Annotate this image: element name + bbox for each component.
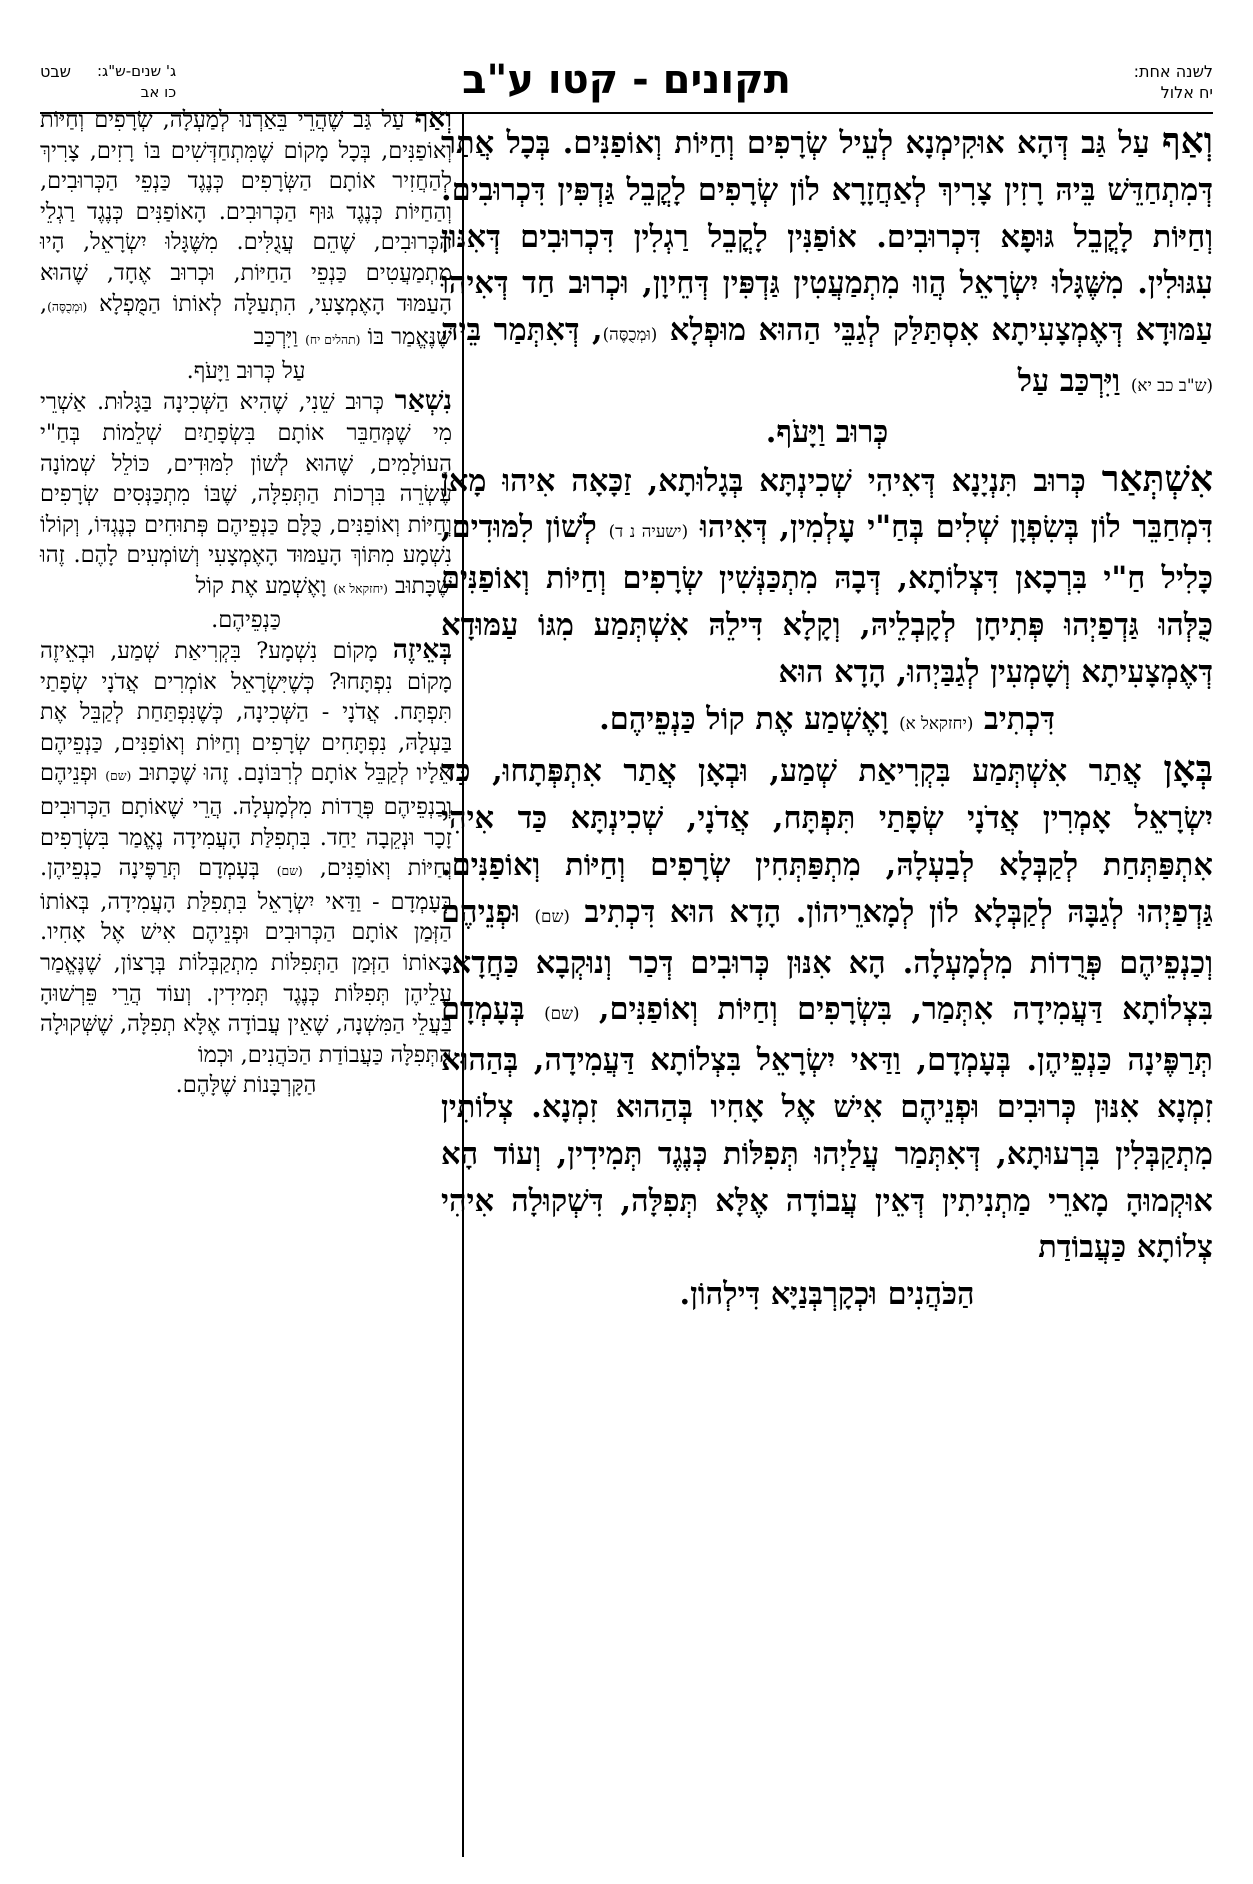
opening-word: נִשְׁאַר [394, 385, 452, 417]
paragraph-text: , שֶׁנֶּאֱמַר בּוֹ [40, 290, 452, 351]
parenthetical-word: (וּמְכֻסֶּה) [47, 299, 88, 314]
paragraph-text: וָאֶשְׁמַע אֶת קוֹל [195, 572, 334, 599]
aramaic-text-column [441, 118, 1213, 1318]
main-paragraph-1-last-line: כְּרוּב וַיָּעֹף. [765, 413, 889, 450]
verse-reference: (שם) [105, 769, 132, 784]
paragraph-text: וּפְנֵיהֶם וְכַנְפֵיהֶם פְּרֻדוֹת מִלְמָעְלָה. הָא אִנּוּן כְּרוּבִים דְּכַר וְנוּקְבָא כַּחֲדָא. בִּצְלוֹתָא דַּעֲמִידָה אִתְּמַר, בִּשְׂרָפִים וְחַיּוֹת וְאוֹפַנִּים, [441, 893, 1213, 1028]
side-paragraph-3 [40, 635, 452, 1070]
verse-reference: (ישעיה נ ד) [608, 521, 689, 542]
main-paragraph-1 [441, 118, 1213, 409]
opening-word: וְאַף [414, 103, 452, 134]
opening-word: בְּאֵיזֶה [392, 634, 452, 666]
main-paragraph-2 [441, 456, 1213, 696]
paragraph-text: אֲתַר אִשְׁתְּמַע בִּקְרִיאַת שְׁמַע, וּבְאָן אֲתַר אִתְפְּתָחוּ, כַּד יִשְׂרָאֵל אָמְרִין אֲדֹנָי שְׂפָתַי תִּפְתָּח, אֲדֹנָי, שְׁכִינְתָּא כַּד אִיהִי אִתְפַּתְּחַת לְקַבְּלָא לְבַעְלָהּ, מִתְפַּתְּחִין שְׂרָפִים וְחַיּוֹת וְאוֹפַנִּים. גַּדְפַיְהוּ לְגַבָּהּ לְקַבְּלָא לוֹן לְמָארֵיהוֹן. הָדָא הוּא דִּכְתִיב [441, 753, 1213, 930]
page-title: תקונים - קטו ע"ב [462, 57, 791, 103]
paragraph-text: עַל גַּב דְּהָא אוּקִימְנָא לְעֵיל שְׂרָפִים וְחַיּוֹת וְאוֹפַנִּים. בְּכָל אֲתַר דְּמִתְחַדֵּשׁ בֵּיהּ רָזִין צָרִיךְ לְאַחֲזָרָא לוֹן שְׂרָפִים לָקֳבֵל גַּדְפִּין דִּכְרוּבִים. וְחַיּוֹת לָקֳבֵל גּוּפָא דִּכְרוּבִים. אוֹפַנִּין לָקֳבֵל רַגְלִין דִּכְרוּבִים דְּאִנּוּן עִגּוּלִין. מִשֶּׁגָּלוּ יִשְׂרָאֵל הֲווּ מִתְמַעֲטִין גַּדְפִּין דְּחֵיוָן, וּכְרוּב חַד דְּאִיהוּ עַמּוּדָא דְּאֶמְצָעִיתָא אִסְתַּלַּק לְגַבֵּי הַהוּא מוּפְלָא [441, 125, 1213, 349]
paragraph-text: וַיִּרְכַּב [253, 324, 306, 351]
verse-reference: (תהלים יח) [305, 333, 361, 348]
verse-reference: (שם) [544, 1003, 580, 1024]
schedule-date-one-year: יח אלול [1160, 83, 1213, 102]
page-header [40, 55, 1213, 111]
verse-reference: (יחזקאל א) [899, 712, 974, 733]
paragraph-text: , דְּאִתְּמַר בֵּיהּ [441, 312, 603, 349]
side-paragraph-3-last-line: הַקָּרְבָּנוֹת שֶׁלָּהֶם. [175, 1072, 317, 1099]
paragraph-text: וַיִּרְכַּב עַל [1017, 362, 1131, 399]
paragraph-text: עַל גַּב שֶׁהֲרֵי בֵּאַרְנוּ לְמַעְלָה, שְׂרָפִים וְחַיּוֹת וְאוֹפַנִּים, בְּכָל מָקוֹם שֶׁמִּתְחַדְּשִׁים בּוֹ רָזִים, צָרִיךְ לְהַחֲזִיר אוֹתָם הַשְּׂרָפִים כְּנֶגֶד כַּנְפֵי הַכְּרוּבִים, וְהַחַיּוֹת כְּנֶגֶד גּוּף הַכְּרוּבִים. הָאוֹפַנִּים כְּנֶגֶד רַגְלֵי הַכְּרוּבִים, שֶׁהֵם עֲגֻלִּים. מִשֶּׁגָּלוּ יִשְׂרָאֵל, הָיוּ מִתְמַעֲטִים כַּנְפֵי הַחַיּוֹת, וּכְרוּב אֶחָד, שֶׁהוּא הָעַמּוּד הָאֶמְצָעִי, הִתְעַלָּה לְאוֹתוֹ הַמֻּפְלָא [40, 107, 452, 317]
sheva-month-label: שבט [40, 62, 71, 81]
main-paragraph-3 [441, 746, 1213, 1271]
side-paragraph-1 [40, 104, 452, 356]
daily-schedule-three-years [40, 61, 176, 103]
opening-word: אִשְׁתְּאַר [1101, 457, 1213, 500]
side-paragraph-2 [40, 386, 452, 604]
side-paragraph-1-last-line: עַל כְּרוּב וַיָּעֹף. [186, 357, 306, 384]
parenthetical-word: (וּמְכֻסֶּה) [602, 324, 658, 345]
schedule-label-one-year: לשנה אחת: [1133, 62, 1213, 81]
verse-reference: (יחזקאל א) [333, 581, 388, 596]
paragraph-text: בְּעָמְדָם תְּרַפֶּינָה כַנְפֵיהֶן. בְּעָמְדָם - וַדַּאי יִשְׂרָאֵל בִּתְפִלַּת הָעֲמִידָה, בְּאוֹתוֹ הַזְּמַן אוֹתָם הַכְּרוּבִים וּפְנֵיהֶם אִישׁ אֶל אָחִיו. בְּאוֹתוֹ הַזְּמַן הַתְּפִלּוֹת מִתְקַבְּלוֹת בְּרָצוֹן, שֶׁנֶּאֱמַר עֲלֵיהֶן תְּפִלּוֹת כְּנֶגֶד תְּמִידִין. וְעוֹד הֲרֵי פֵּרְשׁוּהָ בַּעֲלֵי הַמִּשְׁנָה, שֶׁאֵין עֲבוֹדָה אֶלָּא תְפִלָּה, שֶׁשְּׁקוּלָה הַתְּפִלָּה כַּעֲבוֹדַת הַכֹּהֲנִים, וּכְמוֹ [40, 855, 452, 1068]
paragraph-text: מָקוֹם נִשְׁמָע? בִּקְרִיאַת שְׁמַע, וּבְאֵיזֶה מָקוֹם נִפְתָּחוּ? כְּשֶׁיִּשְׂרָאֵל אוֹמְרִים אֲדֹנָי שְׂפָתַי תִּפְתָּח. אֲדֹנָי - הַשְּׁכִינָה, כְּשֶׁנִּפְתַּחַת לְקַבֵּל אֶת בַּעְלָהּ, נִפְתָּחִים שְׂרָפִים וְחַיּוֹת וְאוֹפַנִּים, כַּנְפֵיהֶם אֵלָיו לְקַבֵּל אוֹתָם לְרִבּוֹנָם. זֶהוּ שֶׁכָּתוּב [40, 638, 452, 787]
paragraph-text: דִּכְתִיב [973, 700, 1055, 737]
hebrew-translation-column [40, 104, 452, 1101]
main-paragraph-3-last-line: הַכֹּהֲנִים וּכְקָרְבְּנַיָּא דִּילְהוֹן. [679, 1276, 975, 1313]
main-paragraph-2-last-line [441, 696, 1213, 747]
opening-word: וְאַף [1162, 120, 1213, 162]
paragraph-text: וּפְנֵיהֶם וְכַנְפֵיהֶם פְּרֻדוֹת מִלְמָעְלָה. הֲרֵי שֶׁאוֹתָם הַכְּרוּבִים זָכָר וּנְקֵבָה יַחַד. בִּתְפִלַּת הָעֲמִידָה נֶאֱמַר בִּשְׂרָפִים וְחַיּוֹת וְאוֹפַנִּים, [40, 760, 452, 882]
paragraph-text: וָאֶשְׁמַע אֶת קוֹל כַּנְפֵיהֶם. [599, 700, 900, 737]
paragraph-text: כְּרוּב תִּנְיָנָא דְּאִיהִי שְׁכִינְתָּא בְּגָלוּתָא, זַכָּאָה אִיהוּ מָאן דִּמְחַבֵּר לוֹן בְּשִׂפְוָן שְׁלִים בְּחַ"י עָלְמִין, דְּאִיהוּ [441, 462, 1213, 546]
verse-reference: (ש"ב כב יא) [1130, 374, 1213, 395]
paragraph-text: בְּעָמְדָם תְּרַפֶּינָה כַּנְפֵיהֶן. בְּעָמְדָם, וַדַּאי יִשְׂרָאֵל בִּצְלוֹתָא דַּעֲמִידָה, בְּהַהוּא זִמְנָא אִנּוּן כְּרוּבִים וּפְנֵיהֶם אִישׁ אֶל אָחִיו בְּהַהוּא זִמְנָא. צְלוֹתִין מִתְקַבְּלִין בִּרְעוּתָא, דְּאִתְּמַר עֲלַיְהוּ תְּפִלּוֹת כְּנֶגֶד תְּמִידִין, וְעוֹד הָא אוּקְמוּהָ מָארֵי מַתְנִיתִין דְּאֵין עֲבוֹדָה אֶלָּא תְּפִלָּה, דִּשְׁקוּלָה אִיהִי צְלוֹתָא כַּעֲבוֹדַת [441, 991, 1213, 1266]
opening-word: בְּאָן [1163, 748, 1213, 791]
schedule-date-three-years: כו אב [140, 83, 177, 101]
paragraph-text: לְשׁוֹן לִמּוּדִים, כָּלִיל חַ"י בִּרְכָאן דִּצְלוֹתָא, דְּבָהּ מִתְכַּנְּשִׁין שְׂרָפִים וְחַיּוֹת וְאוֹפַנִּים כֻּלְּהוּ גַּדְפַיְהוּ פְּתִיחָן לְקָבְלֵיהּ, וְקָלָא דִּילֵהּ אִשְׁתְּמַע מִגּוֹ עַמּוּדָא דְּאֶמְצָעִיתָא וְשָׁמְעִין לְגַבַּיְהוּ, הָדָא הוּא [441, 509, 1213, 690]
side-paragraph-2-last-line: כַּנְפֵיהֶם. [211, 606, 281, 633]
verse-reference: (שם) [276, 864, 303, 879]
paragraph-text: כְּרוּב שֵׁנִי, שֶׁהִיא הַשְּׁכִינָה בַּגָּלוּת. אַשְׁרֵי מִי שֶׁמְּחַבֵּר אוֹתָם בִּשְׂפָתַיִם שְׁלֵמוֹת בְּחַ"י הָעוֹלָמִים, שֶׁהוּא לְשׁוֹן לִמּוּדִים, כּוֹלֵל שְׁמוֹנָה עֶשְׂרֵה בִּרְכוֹת הַתְּפִלָּה, שֶׁבּוֹ מִתְכַּנְּסִים שְׂרָפִים וְחַיּוֹת וְאוֹפַנִּים, כֻּלָּם כַּנְפֵיהֶם פְּתוּחִים כְּנֶגְדּוֹ, וְקוֹלוֹ נִשְׁמָע מִתּוֹךְ הָעַמּוּד הָאֶמְצָעִי וְשׁוֹמְעִים לָהֶם. זֶהוּ שֶׁכָּתוּב [40, 389, 452, 599]
verse-reference: (שם) [534, 905, 570, 926]
schedule-label-three-years: ג' שנים-ש"ג: [96, 62, 177, 80]
